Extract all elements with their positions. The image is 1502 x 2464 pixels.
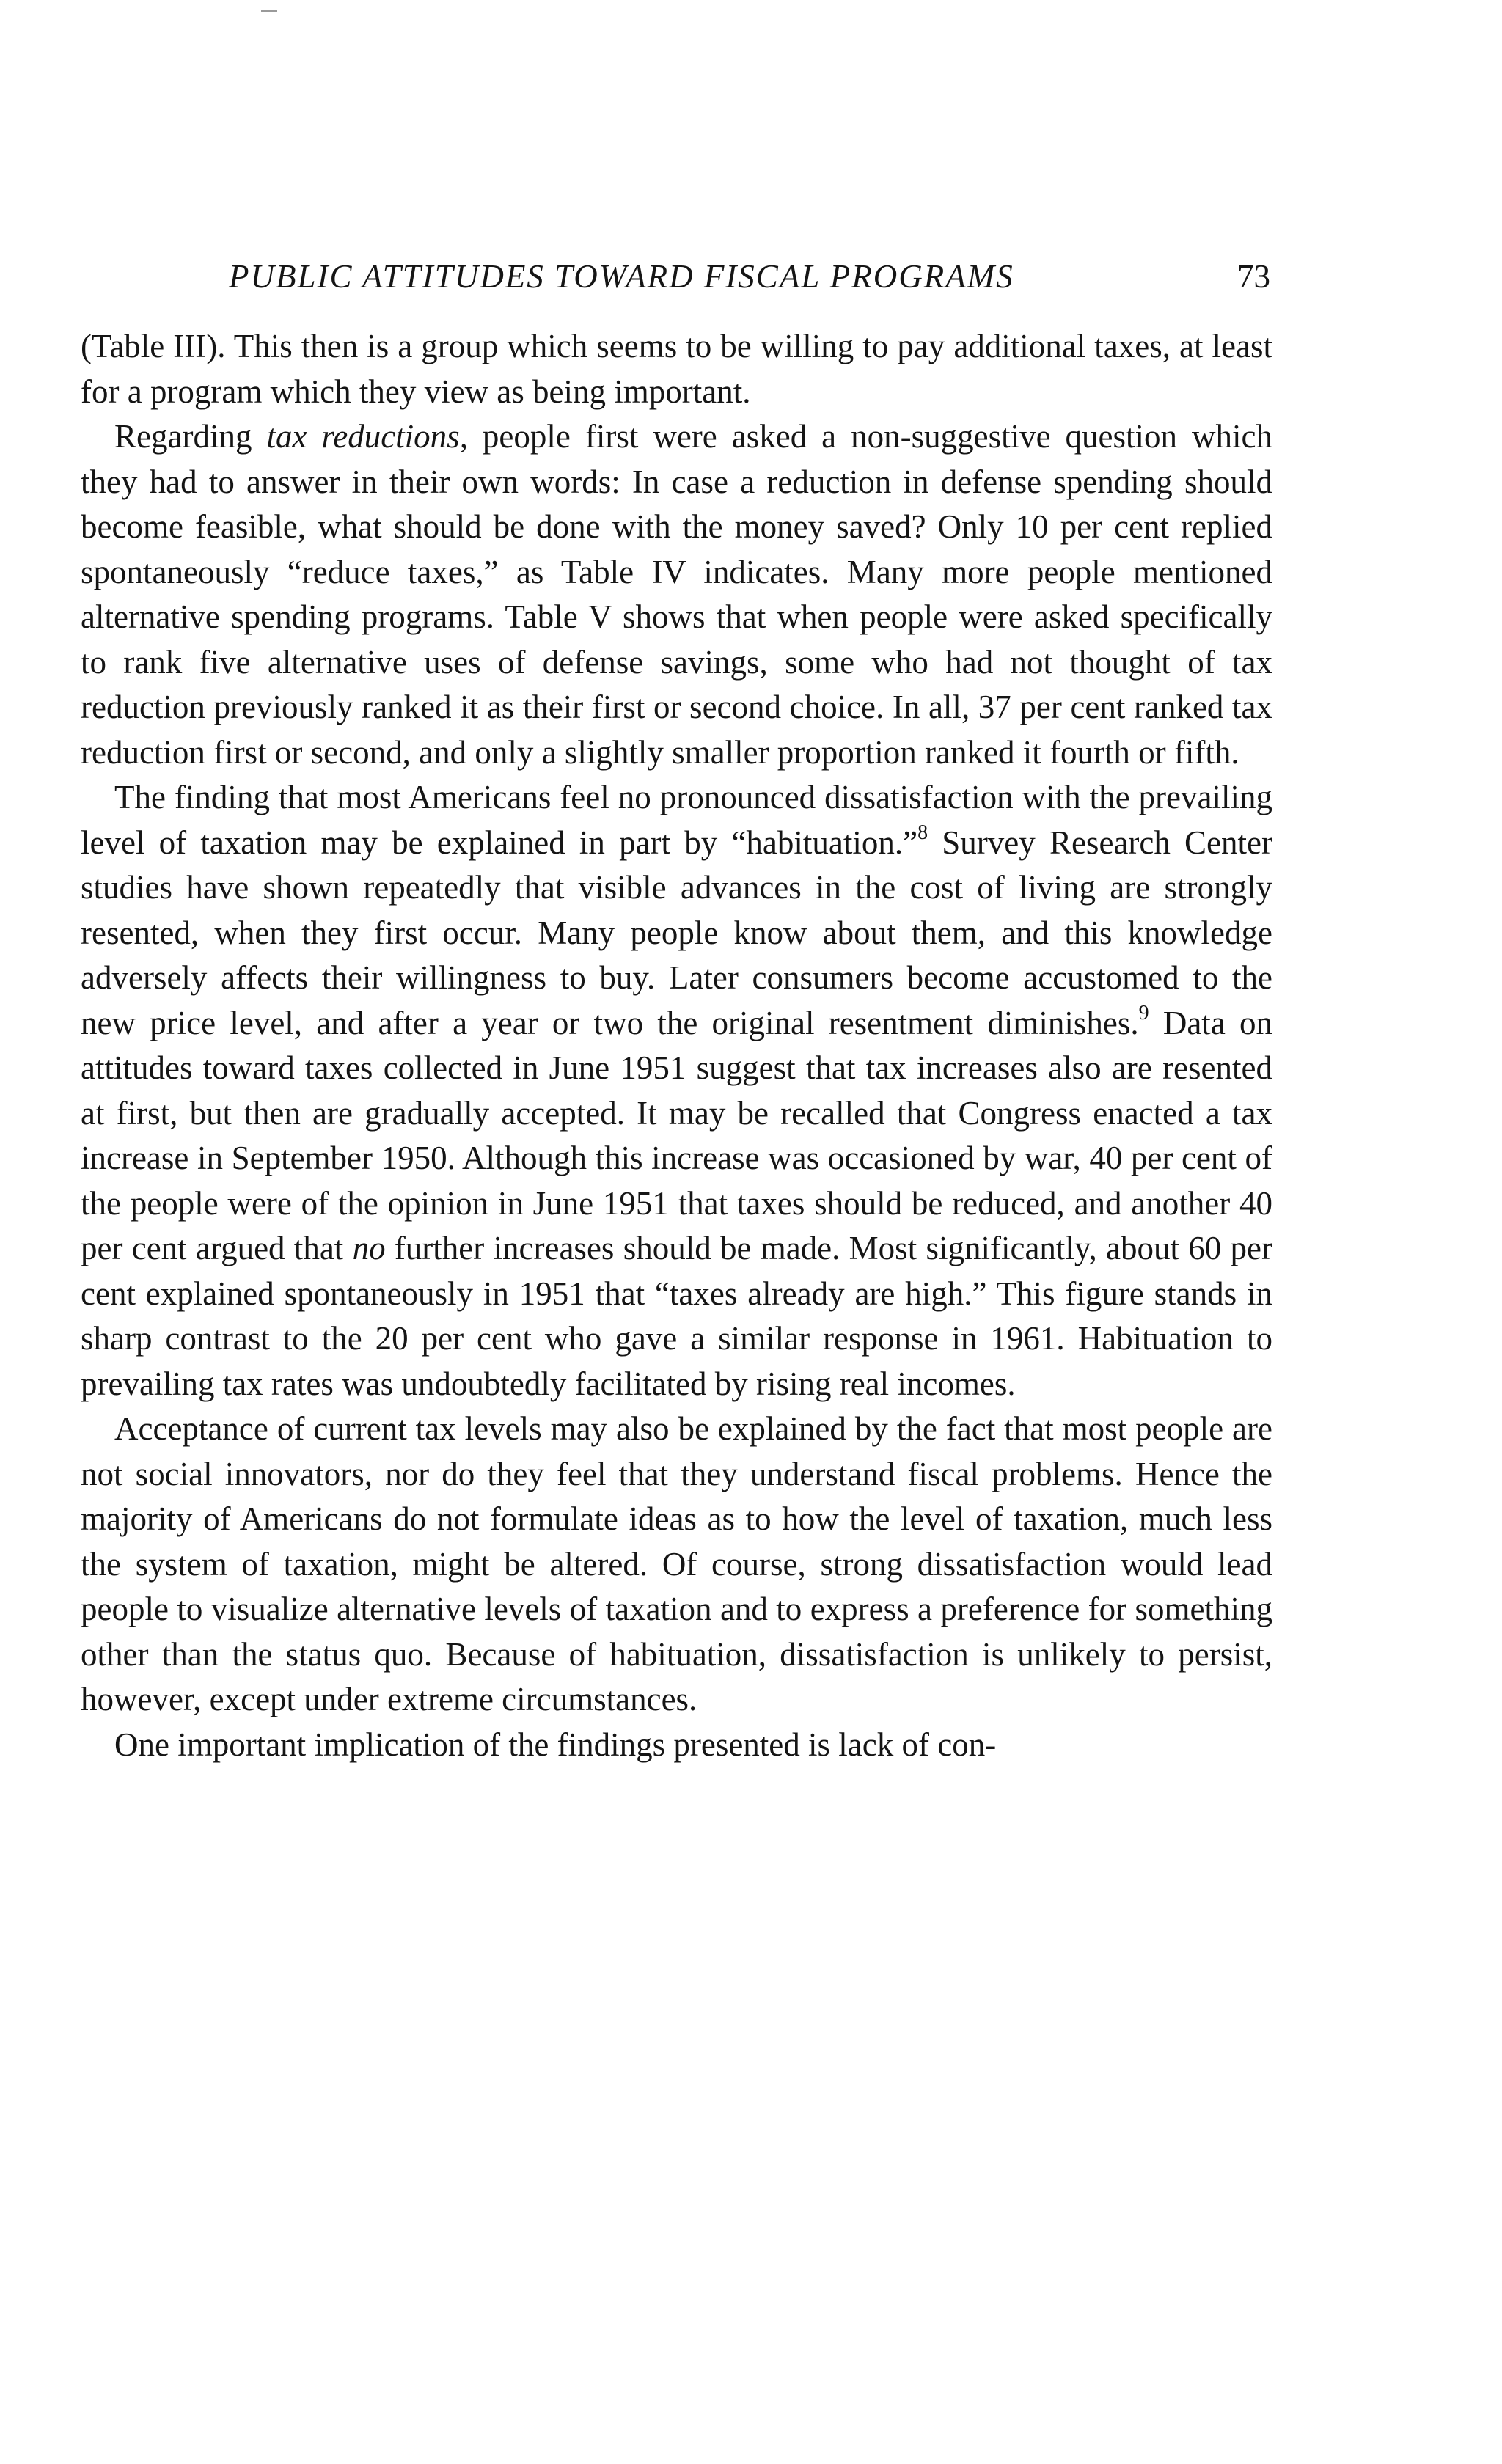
body-text xyxy=(81,324,1272,1767)
paragraph-4 xyxy=(81,1407,1272,1723)
paragraph-3-text-b: Survey Research Center studies have shown repeatedly that visible advances in the cost of living are strongly resented, when they first occur. Many people know about them, and this knowledge adversely affects their willingness to buy. Later consumers become accustomed to the new price level, and after a year or two the original resentment diminishes. xyxy=(81,824,1272,1041)
paragraph-3-emphasis: no xyxy=(352,1230,386,1266)
page-number: 73 xyxy=(1237,258,1270,295)
paragraph-3-text-c: Data on attitudes toward taxes collected in June 1951 suggest that tax increases also are resented at first, but then are gradually accepted. It may be recalled that Congress enacted a tax increase in September 1950. Although this increase was occasioned by war, 40 per cent of the people were of the opinion in June 1951 that taxes should be reduced, and another 40 per cent argued that xyxy=(81,1004,1273,1266)
page-header xyxy=(229,251,1270,302)
paragraph-3-text-a: The finding that most Americans feel no pronounced dissatisfaction with the prevailing level of taxation may be explained in part by “habituation.” xyxy=(81,779,1272,861)
paragraph-2-text-b: people first were asked a non-suggestive question which they had to answer in their own words: In case a reduction in defense spending should become feasible, what should be done with the money saved? Only 10 per cent replied spontaneously “reduce taxes,” as Table IV indicates. Many more people mentioned alternative spending programs. Table V shows that when people were asked specifically to rank five alternative uses of defense savings, some who had not thought of tax reduction previously ranked it as their first or second choice. In all, 37 per cent ranked tax reduction first or second, and only a slightly smaller proportion ranked it fourth or fifth. xyxy=(81,418,1272,771)
paragraph-3 xyxy=(81,775,1272,1407)
footnote-ref-8: 8 xyxy=(917,821,928,844)
paragraph-1 xyxy=(81,324,1272,414)
paragraph-2 xyxy=(81,414,1272,775)
paragraph-5-text: One important implication of the findings presented is lack of con- xyxy=(114,1726,997,1763)
paragraph-2-emphasis: tax reductions, xyxy=(266,418,468,455)
running-head: PUBLIC ATTITUDES TOWARD FISCAL PROGRAMS xyxy=(229,258,1014,295)
paragraph-5 xyxy=(81,1723,1272,1768)
paragraph-1-text: (Table III). This then is a group which seems to be willing to pay additional taxes, at least for a program which they view as being important. xyxy=(81,328,1272,410)
footnote-ref-9: 9 xyxy=(1138,1001,1149,1024)
paragraph-2-text-a: Regarding xyxy=(114,418,267,455)
scan-artifact-mark xyxy=(261,10,277,12)
paragraph-3-text-d: further increases should be made. Most significantly, about 60 per cent explained spontaneously in 1951 that “taxes already are high.” This figure stands in sharp contrast to the 20 per cent who gave a similar response in 1961. Habituation to prevailing tax rates was undoubtedly facilitated by rising real incomes. xyxy=(81,1230,1272,1402)
paragraph-4-text: Acceptance of current tax levels may also be explained by the fact that most people are not social innovators, nor do they feel that they understand fiscal problems. Hence the majority of Americans do not formulate ideas as to how the level of taxation, much less the system of taxation, might be altered. Of course, strong dissatisfaction would lead people to visualize alternative levels of taxation and to express a preference for something other than the status quo. Because of habituation, dissatisfaction is unlikely to persist, however, except under extreme circumstances. xyxy=(81,1410,1272,1717)
